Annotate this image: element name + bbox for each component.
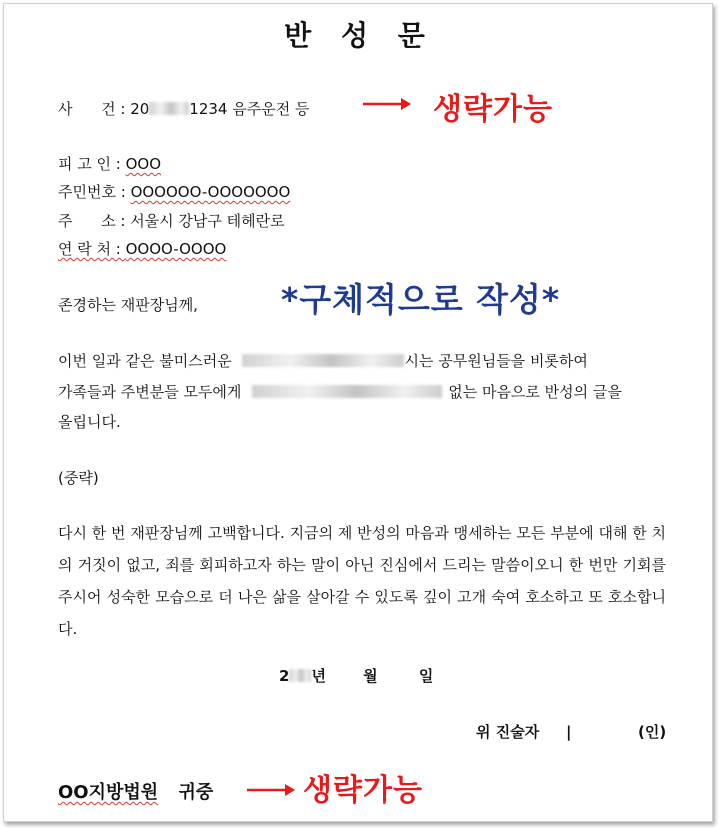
paragraph-1-line-2 <box>58 382 666 402</box>
note-omit-top: 생략가능 <box>433 92 553 127</box>
resident-number-row <box>58 182 290 202</box>
paragraph-1-line-2-start: 가족들과 주변분들 모두에게 <box>58 383 242 401</box>
contact-label: 연 락 처 : <box>58 240 126 258</box>
signer-label: 위 진술자 <box>476 723 540 741</box>
defendant-label: 피 고 인 : <box>58 155 126 173</box>
defendant-row <box>58 154 161 174</box>
court-row <box>58 778 213 804</box>
redacted-case-number <box>149 102 189 115</box>
paragraph-1-line-1 <box>58 351 666 371</box>
case-row <box>58 99 309 119</box>
redacted-year <box>289 669 311 682</box>
paragraph-1-line-1-start: 이번 일과 같은 불미스러운 <box>58 352 232 370</box>
note-write-specifically: *구체적으로 작성* <box>281 280 561 319</box>
address-label: 주 소 : <box>58 212 131 230</box>
redacted-text <box>242 354 404 367</box>
date-row <box>279 666 433 686</box>
paragraph-2: 다시 한 번 재판장님께 고백합니다. 지금의 제 반성의 마음과 맹세하는 모든 부분에 대해 한 치의 거짓이 없고, 죄를 회피하고자 하는 말이 아닌 진심에서 드리는 말씀이오니 한 번만 기회를 주시어 성숙한 모습으로 더 나은 삶을 살아갈 수 있도록 깊이 고개 숙여 호소하고 또 호소합니다. <box>58 524 666 638</box>
case-number-suffix: 1234 음주운전 등 <box>189 100 310 118</box>
contact-value: OOOO-OOOO <box>125 240 227 258</box>
date-year-suffix: 년 <box>311 667 326 685</box>
court-suffix: 귀중 <box>178 782 214 803</box>
note-omit-bottom: 생략가능 <box>303 773 423 808</box>
court-name: OO지방법원 <box>58 782 159 803</box>
case-label: 사 건 : <box>58 100 131 118</box>
date-day: 일 <box>418 667 434 685</box>
arrow-right-icon <box>363 97 411 111</box>
paragraph-1-line-3: 올립니다. <box>58 413 121 431</box>
seal-marker: (인) <box>638 723 667 741</box>
arrow-right-icon <box>247 783 295 797</box>
redacted-text <box>252 385 442 398</box>
omitted-marker: (중략) <box>58 469 99 487</box>
address-value: 서울시 강남구 테헤란로 <box>130 212 285 230</box>
paragraph-1-line-2-end: 없는 마음으로 반성의 글을 <box>448 383 622 401</box>
paragraph-1-line-1-end: 시는 공무원님들을 비롯하여 <box>404 352 588 370</box>
date-month: 월 <box>363 667 378 685</box>
resident-number-label: 주민번호 : <box>58 183 131 201</box>
greeting: 존경하는 재판장님께, <box>58 296 198 314</box>
signature-bar: | <box>566 723 572 741</box>
defendant-value: OOO <box>125 155 162 173</box>
address-row <box>58 211 285 231</box>
contact-row <box>58 239 226 259</box>
case-number-prefix: 20 <box>130 100 150 118</box>
document-title: 반 성 문 <box>284 19 435 52</box>
date-year-prefix: 2 <box>279 667 290 685</box>
resident-number-value: OOOOOO-OOOOOOO <box>130 183 291 201</box>
